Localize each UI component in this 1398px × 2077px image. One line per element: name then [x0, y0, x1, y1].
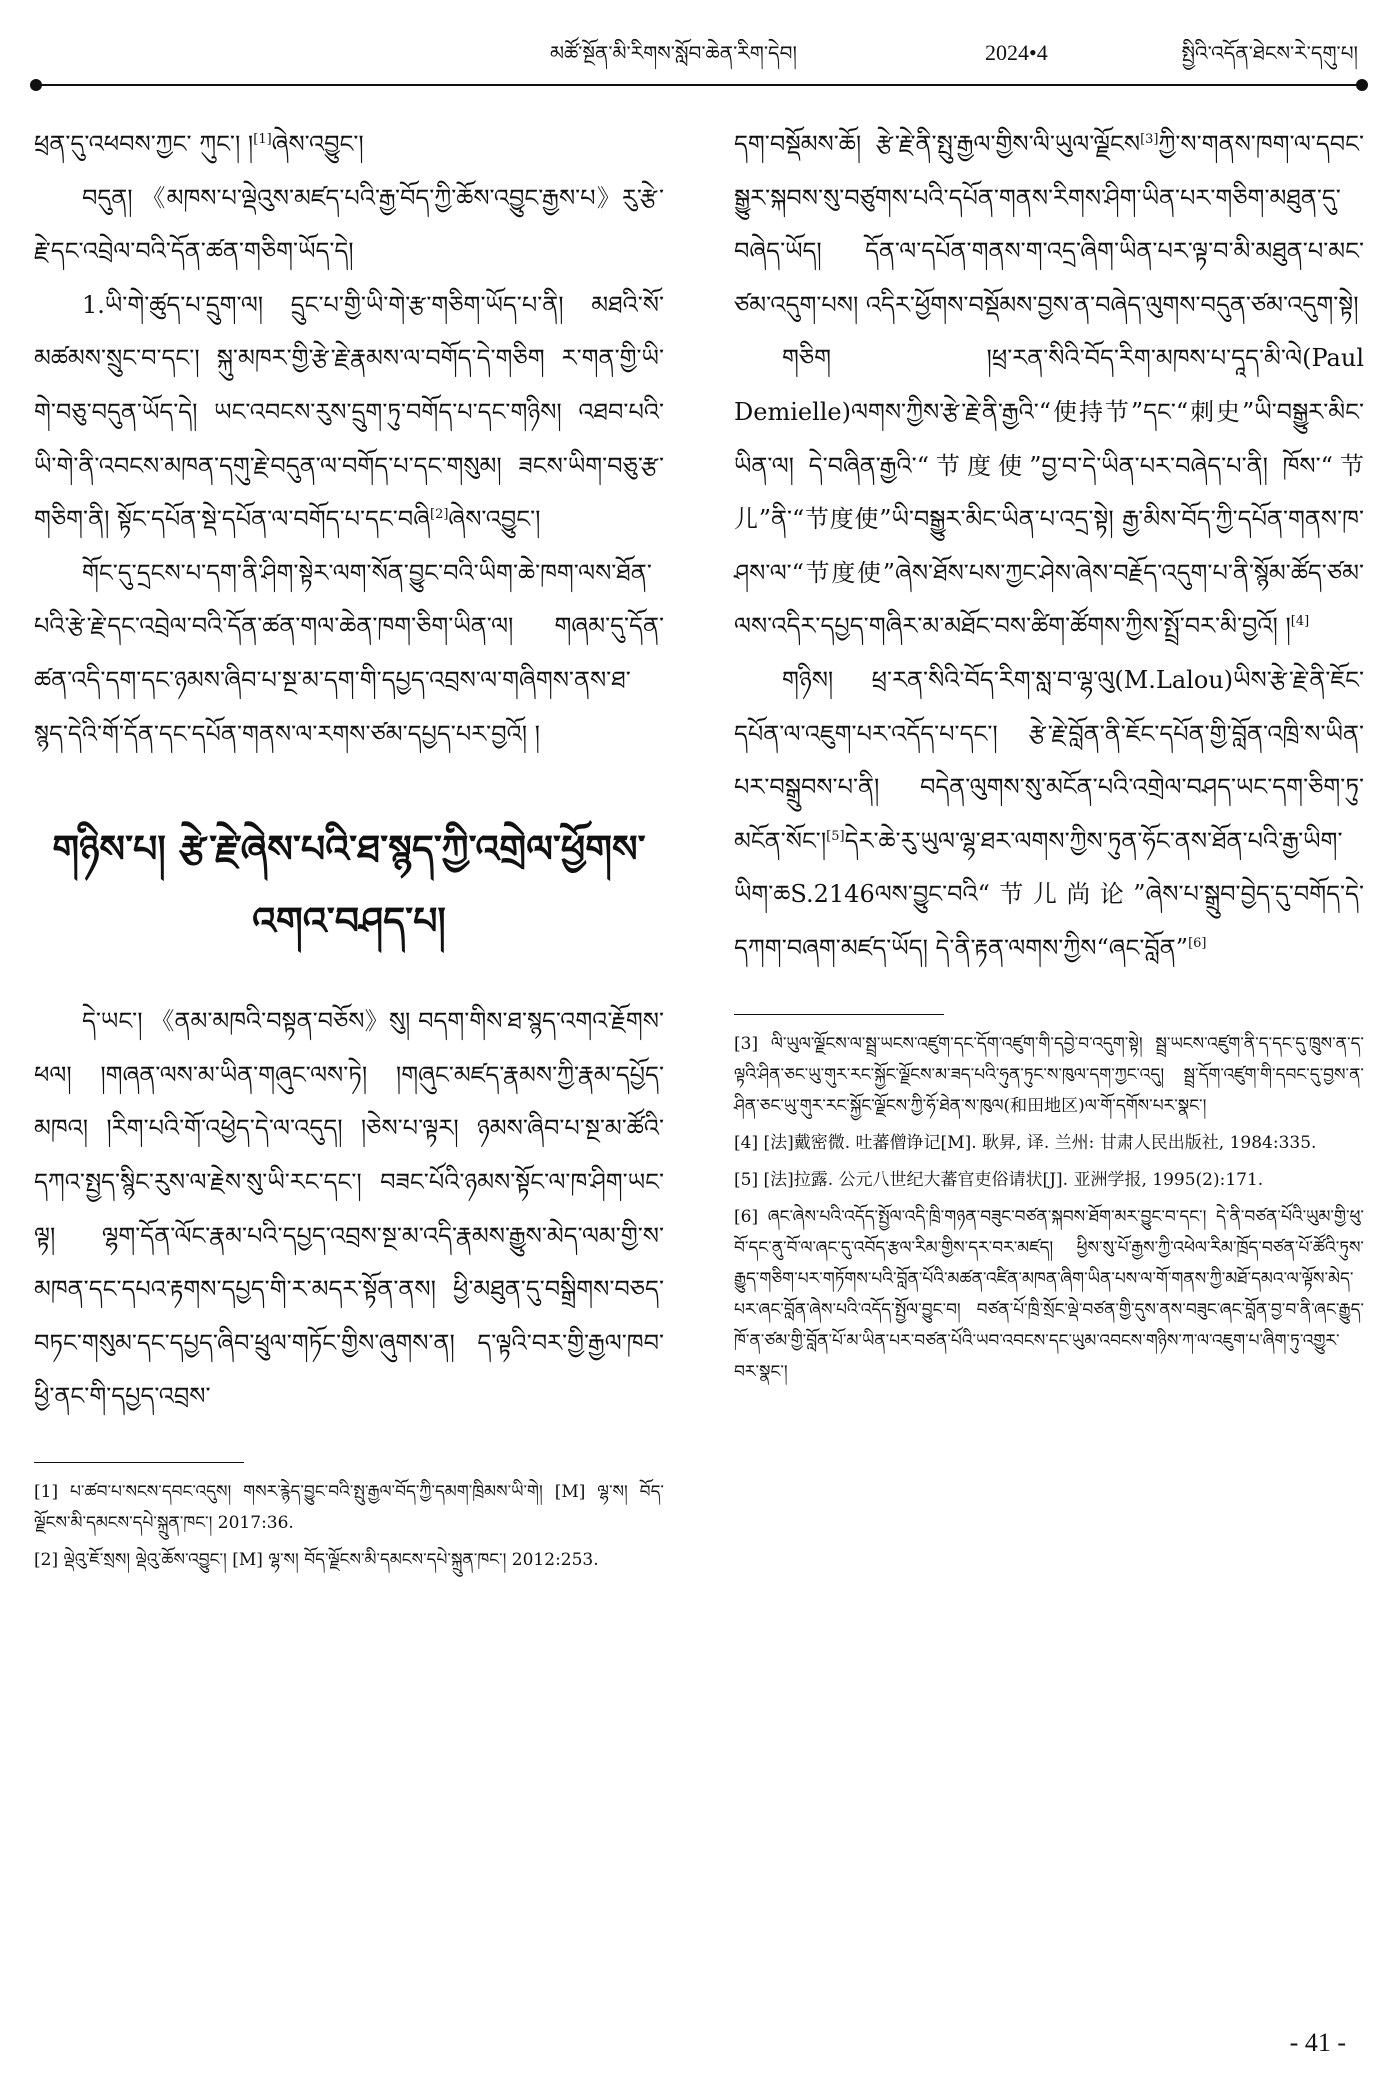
footnote: [1] པ་ཚབ་པ་སངས་དབང་འདུས། གསར་རྙེད་བྱུང་བའི་སྤུ་རྒྱལ་བོད་ཀྱི་དམག་ཁྲིམས་ཡི་གེ། [M] ལྷ་ས། བོད་ལྗོངས་མི་དམངས་དཔེ་སྐྲུན་ཁང་། 2017:36.: [34, 1481, 664, 1533]
footnote-ref: [3]: [1140, 132, 1159, 147]
right-column: [734, 118, 1364, 1394]
journal-name: མཚོ་སྔོན་མི་རིགས་སློབ་ཆེན་རིག་དེབ།: [550, 41, 797, 65]
rule-dot-left: [30, 79, 42, 91]
paragraph: གཉིས། ཕྲ་རན་སིའི་བོད་རིག་སླ་བ་ལྷ་ལུ(M.Lalou)ཡིས་རྩེ་རྗེ་ནི་ཇོང་དཔོན་ལ་འཇུག་པར་འདོད་པ་དང་། རྩེ་རྗེ་བློན་ནི་ཇོང་དཔོན་གྱི་བློན་འཁྲི་ས་ཡིན་པར་བསྒྲུབས་པ་ནི། བདེན་ལུགས་སུ་མངོན་པའི་འགྲེལ་བཤད་ཡང་དག་ཅིག་ཏུ་མངོན་སོང་།[5]དེར་ཆེ་རུ་ཡུལ་ལྷ་ཐར་ལགས་ཀྱིས་ཏུན་ཧོང་ནས་ཐོན་པའི་རྒྱ་ཡིག་ཡིག་ཆS.2146ལས་བྱུང་བའི“节儿尚论”ཞེས་པ་སྒྲུབ་བྱེད་དུ་བགོད་དེ་དཀག་བཞག་མཛད་ཡོད། དེ་ནི་རྟན་ལགས་ཀྱིས“ཞང་བློན”[6]: [734, 665, 1364, 962]
footnote: [6] ཞང་ཞེས་པའི་འདོད་སྤྱོལ་འདི་ཁྲི་གཉན་བཟུང་བཙན་སྐབས་ཐོག་མར་བྱུང་བ་དང་། དེ་ནི་བཙན་པོའི་ཡུམ་གྱི་ཕུ་བོ་དང་ནུ་བོ་ལ་ཞང་དུ་འབོད་རྩལ་རིམ་གྱིས་དར་བར་མཛད། ཕྱིས་སུ་པོ་རྒྱས་ཀྱི་འཕེལ་རིམ་ཁྲོད་བཙན་པོ་ཚོའི་ཏུས་རྒྱུད་གཅིག་པར་གཏོགས་པའི་བློན་པོའི་མཚན་འཛིན་མཁན་ཞིག་ཡིན་པས་ལ་གོ་གནས་ཀྱི་མཐོ་དམའ་ལ་ལྟོས་མེད་པར་ཞང་བློན་ཞེས་པའི་འདོད་སྤྱོལ་བྱུང་བ། བཙན་པོ་ཁྲི་སྲོང་ལྡེ་བཙན་གྱི་དུས་ནས་བཟུང་ཞང་བློན་བྱ་བ་ནི་ཞང་རྒྱུད་ཁོ་ན་ཙམ་གྱི་བློན་པོ་མ་ཡིན་པར་བཙན་པོའི་ཡབ་འབངས་དང་ཡུམ་འབངས་གཉིས་ཀ་ལ་འཇུག་པ་ཞིག་ཏུ་འགྱུར་བར་སྣང་།: [734, 1206, 1364, 1382]
paragraph: ཕྲན་དུ་འཕབས་ཀྱང་ ཀུང་། །[1]ཞེས་འབྱུང་།: [34, 130, 364, 158]
header-rule: [34, 84, 1364, 86]
footnote-ref: [6]: [1188, 935, 1207, 951]
footnote-rule: [734, 1014, 944, 1015]
running-header: [40, 34, 1358, 72]
issue-number: 2024•4: [985, 40, 1048, 65]
rule-dot-right: [1356, 79, 1368, 91]
footnote-ref: [1]: [253, 132, 272, 147]
paragraph: གཅིག །ཕྲ་རན་སིའི་བོད་རིག་མཁས་པ་དཱད་མི་ལེ(Paul Demielle)ལགས་ཀྱིས་རྩེ་རྗེ་ནི་རྒྱའི་“使持节”དང་“刺史”ཡི་བསྒྱུར་མིང་ཡིན་ལ། དེ་བཞིན་རྒྱའི་“节度使”བྱ་བ་དེ་ཡིན་པར་བཞེད་པ་ནི། ཁོས་“节儿”ནི་“节度使”ཡི་བསྒྱུར་མིང་ཡིན་པ་འདྲ་སྟེ། རྒྱ་མིས་བོད་ཀྱི་དཔོན་གནས་ཁ་ཤས་ལ་“节度使”ཞེས་ཐོས་པས་ཀྱང་ཤེས་ཞེས་བརྗོད་འདུག་པ་ནི་སྙོམ་ཚོད་ཙམ་ལས་འདིར་དཔྱད་གཞིར་མ་མཐོང་བས་ཚིག་ཚོགས་ཀྱིས་སྤྲོ་བར་མི་བྱའོ། །[4]: [734, 344, 1364, 641]
paragraph: 1.ཡི་གེ་ཚུད་པ་དྲུག་ལ། དྲུང་པ་གྱི་ཡི་གེ་རྩ་གཅིག་ཡོད་པ་ནི། མཐའི་སོ་མཚམས་སྲུང་བ་དང་། སྐུ་མཁར་གྱི་རྩེ་རྗེ་རྣམས་ལ་བགོད་དེ་གཅིག ར་གན་གྱི་ཡི་གེ་བཅུ་བདུན་ཡོད་དེ། ཡང་འབངས་རུས་དྲུག་ཏུ་བགོད་པ་དང་གཉིས། འཐབ་པའི་ཡི་གེ་ནི་འབངས་མཁན་དགུ་རྗེ་བདུན་ལ་བགོད་པ་དང་གསུམ། ཟངས་ཡིག་བཅུ་རྩ་གཅིག་ནི། སྟོང་དཔོན་སྡེ་དཔོན་ལ་བགོད་པ་དང་བཞི[2]ཞེས་འབྱུང་།: [34, 290, 664, 534]
section-title: གཉིས་པ། རྩེ་རྗེ་ཞེས་པའི་ཐ་སྙད་ཀྱི་འགྲེལ་ཕྱོགས་འགའ་བཤད་པ།: [52, 826, 646, 944]
footnote-rule: [34, 1462, 244, 1463]
footnote: [3] ལི་ཡུལ་ལྗོངས་ལ་སྦྲ་ཡངས་འཛུག་དང་དོག་འཛུག་གི་དབྱེ་བ་འདུག་སྟེ། སྦྲ་ཡངས་འཛུག་ནི་ད་དང་དུ་ཁྲུས་ན་ད་ལྟའི་ཤིན་ཅང་ཡུ་གུར་རང་སྐྱོང་ལྗོངས་མ་ཟད་པའི་ཧུན་ཏུང་ས་ཁུལ་དག་ཀྱང་འདུ། སྦྲ་དོག་འཛུག་གི་དབང་དུ་བྱས་ན་ཤིན་ཅང་ཡུ་གུར་རང་སྐྱོང་ལྗོངས་ཀྱི་ཧོ་ཐེན་ས་ཁུལ(和田地区)ལ་གོ་དགོས་པར་སྣང་།: [734, 1033, 1364, 1116]
paragraph: གོང་དུ་དྲངས་པ་དག་ནི་ཤིག་སྟེར་ལག་སོན་བྱུང་བའི་ཡིག་ཆེ་ཁག་ལས་ཐོན་པའི་རྩེ་རྗེ་དང་འབྲེལ་བའི་དོན་ཚན་གལ་ཆེན་ཁག་ཅིག་ཡིན་ལ། གཞམ་དུ་དོན་ཚན་འདི་དག་དང་ཉམས་ཞིབ་པ་སྔ་མ་དག་གི་དཔྱད་འབྲས་ལ་གཞིགས་ནས་ཐ་སྙད་དེའི་གོ་དོན་དང་དཔོན་གནས་ལ་རགས་ཙམ་དཔྱད་པར་བྱའོ། །: [34, 558, 664, 748]
section-label: སྤྱིའི་འདོན་ཐེངས་རེ་དགུ་པ།: [1181, 41, 1358, 65]
page-number: - 41 -: [1289, 2028, 1346, 2057]
footnote: [5] [法]拉露. 公元八世纪大蕃官吏俗请状[J]. 亚洲学报, 1995(2):171.: [734, 1169, 1264, 1190]
paragraph: དེ་ཡང་། 《ནམ་མཁའི་བསྟན་བཅོས》སུ། བདག་གིས་ཐ་སྙད་འགའ་རྗོགས་ཕལ། །གཞན་ལས་མ་ཡིན་གཞུང་ལས་ཏེ། །གཞུང་མཛད་རྣམས་ཀྱི་རྣམ་དཔྱོད་མཁའ། །རིག་པའི་གོ་འཕྱེད་དེ་ལ་འདུད། །ཅེས་པ་ལྟར། ཉམས་ཞིབ་པ་སྔ་མ་ཚོའི་དཀའ་སྤྱད་སྙིང་རུས་ལ་རྗེས་སུ་ཡི་རང་དང་། བཟང་པོའི་ཉམས་སྟོང་ལ་ཁ་ཤིག་ཡང་ལྟ། ལྷག་དོན་ལོང་རྣམ་པའི་དཔྱད་འབྲས་སྔ་མ་འདི་རྣམས་རྒྱུས་མེད་ལམ་གྱི་ས་མཁན་དང་དཔའ་རྟགས་དཔྱད་གི་ར་མདར་སྟོན་ནས། ཕྱི་མཐུན་དུ་བསྒྲིགས་བཅད་བཏང་གསུམ་དང་དཔྱད་ཞིབ་ཕྲུལ་གཏོང་གྱིས་ཞུགས་ན། ད་ལྟའི་བར་གྱི་རྒྱལ་ཁབ་ཕྱི་ནང་གི་དཔྱད་འབྲས་: [34, 1007, 664, 1411]
footnote-ref: [4]: [1290, 614, 1310, 630]
footnote: [2] ལྡེའུ་ཇོ་སྲས། ལྡེའུ་ཆོས་འབྱུང་། [M] ལྷ་ས། བོད་ལྗོངས་མི་དམངས་དཔེ་སྐྲུན་ཁང་། 2012:253.: [34, 1549, 599, 1570]
paragraph: བདུན། 《མཁས་པ་ལྡེའུས་མཛད་པའི་རྒྱ་བོད་ཀྱི་ཆོས་འབྱུང་རྒྱས་པ》རུ་རྩེ་རྗེ་དང་འབྲེལ་བའི་དོན་ཚན་གཅིག་ཡོད་དེ།: [34, 183, 664, 266]
footnote-ref: [2]: [430, 507, 449, 523]
footnote-ref: [5]: [826, 828, 845, 844]
footnote: [4] [法]戴密微. 吐蕃僧诤记[M]. 耿昇, 译. 兰州: 甘肃人民出版社, 1984:335.: [734, 1132, 1317, 1153]
paragraph: དག་བསྡོམས་ཆོ། རྩེ་རྗེ་ནི་སྤུ་རྒྱལ་གྱིས་ལི་ཡུལ་ལྗོངས[3]ཀྱི་ས་གནས་ཁག་ལ་དབང་སྒྱུར་སྐབས་སུ་བཙུགས་པའི་དཔོན་གནས་རིགས་ཤིག་ཡིན་པར་གཅིག་མཐུན་དུ་བཞེད་ཡོད། དོན་ལ་དཔོན་གནས་ག་འདྲ་ཞིག་ཡིན་པར་ལྟ་བ་མི་མཐུན་པ་མང་ཙམ་འདུག་པས། འདིར་ཕྱོགས་བསྡོམས་བྱས་ན་བཞེད་ལུགས་བདུན་ཙམ་འདུག་སྟེ།: [734, 130, 1364, 319]
left-column: [34, 118, 664, 1582]
